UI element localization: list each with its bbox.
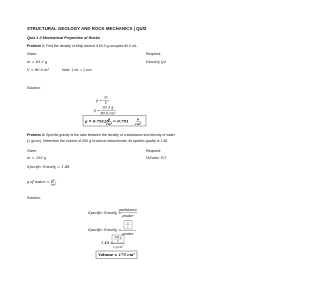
document-title: STRUCTURAL GEOLOGY AND ROCK MECHANICS | QUIZ	[27, 26, 147, 31]
problem2-required-label: Required:	[146, 149, 162, 153]
quiz-subtitle: Quiz 1 // Mechanical Properties of Rocks	[27, 36, 101, 40]
p1-f2-num: 63.3 g	[102, 105, 114, 110]
problem2-required: Volume (V)	[146, 156, 166, 160]
problem2-text-line1: Specific gravity is the ratio between the density of a substance and density of water	[46, 133, 175, 137]
p2-f3-inner-num: 259 g	[114, 235, 122, 239]
p2-answer: Volume = 175 cm³	[98, 253, 135, 257]
p1-answer-approx: ≈ 0.791	[113, 119, 129, 124]
p2-f3-den: 1 g/cm³	[112, 245, 124, 249]
p2-rho-water-num: g	[52, 177, 55, 182]
problem2-label: Problem 2:	[27, 133, 46, 137]
problem1-note: Note: 1 mL = 1 cm³	[62, 68, 92, 72]
p1-answer-den: cm³	[105, 121, 113, 126]
p2-f2-inner-num: m	[127, 222, 129, 225]
p2-f2-inner-den: V	[127, 226, 129, 229]
problem2-specific-gravity: Specific Gravity = 1.48	[27, 165, 70, 169]
problem2-solution-label: Solution:	[27, 196, 41, 200]
problem1-label: Problem 1:	[27, 44, 46, 48]
p2-f1-lhs: Specific Gravity =	[88, 211, 122, 215]
p2-f1-num: ρsubstance	[118, 208, 138, 212]
problem1-volume: V = 80.0 ml	[27, 68, 49, 72]
p1-answer-den2: cm³	[134, 121, 142, 126]
p1-f1-num: m	[104, 95, 108, 100]
p1-f1-lhs: ρ =	[96, 98, 103, 103]
p2-f3-lhs: 1.48 =	[101, 241, 114, 245]
p1-f1-den: V	[104, 101, 108, 106]
p2-f1-den: ρwater	[122, 214, 134, 218]
problem2-text-line2: (1 g/cm³). Determine the volume of 259 g of carbon tetrachloride, its specific gravity is 1.48	[27, 139, 168, 143]
p2-f2-den: ρwater	[122, 231, 134, 236]
p2-rho-water: ρ of water = 1	[27, 180, 53, 184]
problem1-mass: m = 63.3 g	[27, 60, 48, 64]
problem1-solution-label: Solution:	[27, 86, 41, 90]
p2-f2-lhs: Specific Gravity =	[88, 228, 122, 232]
p1-f2-lhs: ρ =	[94, 108, 101, 113]
problem2-given-label: Given:	[27, 149, 38, 153]
problem1-given-label: Given:	[27, 52, 38, 56]
problem1-required-label: Required:	[146, 52, 162, 56]
p1-answer-lhs: ρ = 0.79125	[85, 119, 110, 124]
p2-f3-inner-den: V	[117, 240, 119, 243]
p2-rho-water-den: cm³	[50, 182, 57, 187]
p1-answer-num: g	[107, 116, 111, 121]
problem2-mass: m = 259 g	[27, 156, 47, 160]
problem1-text: Find the density of ethyl alcohol if 63.3 g occupies 80.0 mL.	[46, 44, 138, 48]
p1-answer-num2: g	[136, 116, 140, 121]
p1-f2-den: 80.0 cm³	[100, 111, 116, 116]
problem1-required: Density (ρ)	[146, 60, 166, 64]
